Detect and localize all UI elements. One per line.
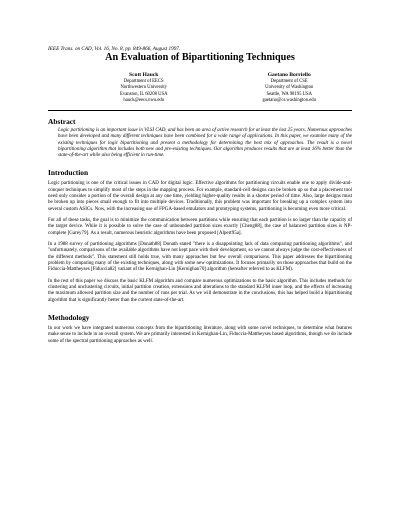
methodology-heading: Methodology bbox=[48, 313, 90, 323]
title-divider bbox=[48, 110, 352, 111]
author-block bbox=[48, 72, 352, 104]
author-organization: University of Washington bbox=[265, 85, 314, 91]
author-1 bbox=[120, 72, 167, 104]
abstract-heading: Abstract bbox=[48, 117, 76, 127]
paragraph: In our work we have integrated numerous concepts from the bipartitioning literature, along with some novel techniques, to determine what features make sense to include in an overall system. We are primarily interested in Kernighan-Lin, Fiduccia-Mattheyses based algorithms, though we do include some of the spectral partitioning approaches as well. bbox=[48, 326, 352, 344]
introduction-heading: Introduction bbox=[48, 168, 89, 178]
abstract-section bbox=[48, 117, 352, 159]
paragraph: In the rest of this paper we discuss the basic KLFM algorithm and compare numerous optimizations to the basic algorithm. This includes methods for clustering and unclustering circuits, initial partition creation, extensions and alterations to the standard KLFM inner loop, and the effects of increasing the maximum allowed partition size and the number of runs per trial. As we will demonstrate in the conclusions, this has helped build a bipartitioning algorithm that is significantly better than the current state-of-the-art. bbox=[48, 278, 352, 303]
author-department: Department of EECS bbox=[123, 79, 164, 84]
author-email: gaetano@cs.washington.edu bbox=[262, 97, 316, 103]
author-2 bbox=[262, 72, 316, 104]
author-organization: Northwestern University bbox=[120, 85, 167, 91]
introduction-section bbox=[48, 168, 352, 304]
paragraph: Logic partitioning is one of the critical issues in CAD for digital logic. Effective algorithms for partitioning circuits enable one to apply divide-and-conquer techniques to simplify most of the steps in the mapping process. For example, standard-cell designs can be broken up so that a placement tool need only consider a portion of the overall design at any one time, yielding higher-quality results in a shorter period of time. Also, large designs must be broken up into pieces small enough to fit into multiple devices. Traditionally, this problem was important for breaking up a complex system into several custom ASICs. Now, with the increasing use of FPGA-based emulators and prototyping systems, partitioning is becoming even more critical. bbox=[48, 181, 352, 212]
author-name: Gaetano Borriello bbox=[267, 72, 311, 78]
author-name: Scott Hauck bbox=[129, 72, 159, 78]
author-city: Seattle, WA 98195 USA bbox=[266, 91, 312, 97]
paragraph: For all of these tasks, the goal is to minimize the communication between partitions while ensuring that each partition is no larger than the capacity of the target device. While it is possible to solve the case of unbounded partition sizes exactly [Cheng88], the case of balanced partition sizes is NP-complete [Garey79]. As a result, numerous heuristic algorithms have been proposed [Alpert95a]. bbox=[48, 217, 352, 236]
author-email: hauck@eecs.nwu.edu bbox=[123, 97, 165, 103]
citation: IEEE Trans. on CAD, Vol. 16, No. 8, pp. 849-866, August 1997. bbox=[48, 46, 181, 52]
paper-page bbox=[48, 46, 352, 345]
paper-title: An Evaluation of Bipartitioning Techniques bbox=[105, 52, 295, 63]
methodology-section bbox=[48, 313, 352, 345]
paragraph: In a 1988 survey of partitioning algorithms [Donath88] Donath stated "there is a disappointing lack of data comparing partitioning algorithms", and "unfortunately, comparisons of the available algorithms have not kept pace with their development, so we cannot always judge the cost-effectiveness of the different methods". This statement still holds true, with many approaches but few overall comparisons. This paper addresses the bipartitioning problem by comparing many of the existing techniques, along with some new optimizations. It focuses primarily on those approaches that build on the Fiduccia-Mattheyses [Fiduccia82] variant of the Kernighan-Lin [Kernighan70] algorithm (hereafter referred to as KLFM). bbox=[48, 241, 352, 273]
author-city: Evanston, IL 60208 USA bbox=[120, 91, 168, 97]
abstract-text: Logic partitioning is an important issue in VLSI CAD, and has been an area of active research for at least the last 25 years. Numerous approaches have been developed and many different techniques have been combined for a wide range of applications. In this paper, we examine many of the existing techniques for logic bipartitioning and present a methodology for determining the best mix of approaches. The result is a novel bipartitioning algorithm that includes both new and pre-existing techniques. Our algorithm produces results that are at least 16% better than the state-of-the-art while also being efficient in run-time. bbox=[58, 128, 352, 158]
author-department: Department of CSE bbox=[270, 79, 308, 84]
